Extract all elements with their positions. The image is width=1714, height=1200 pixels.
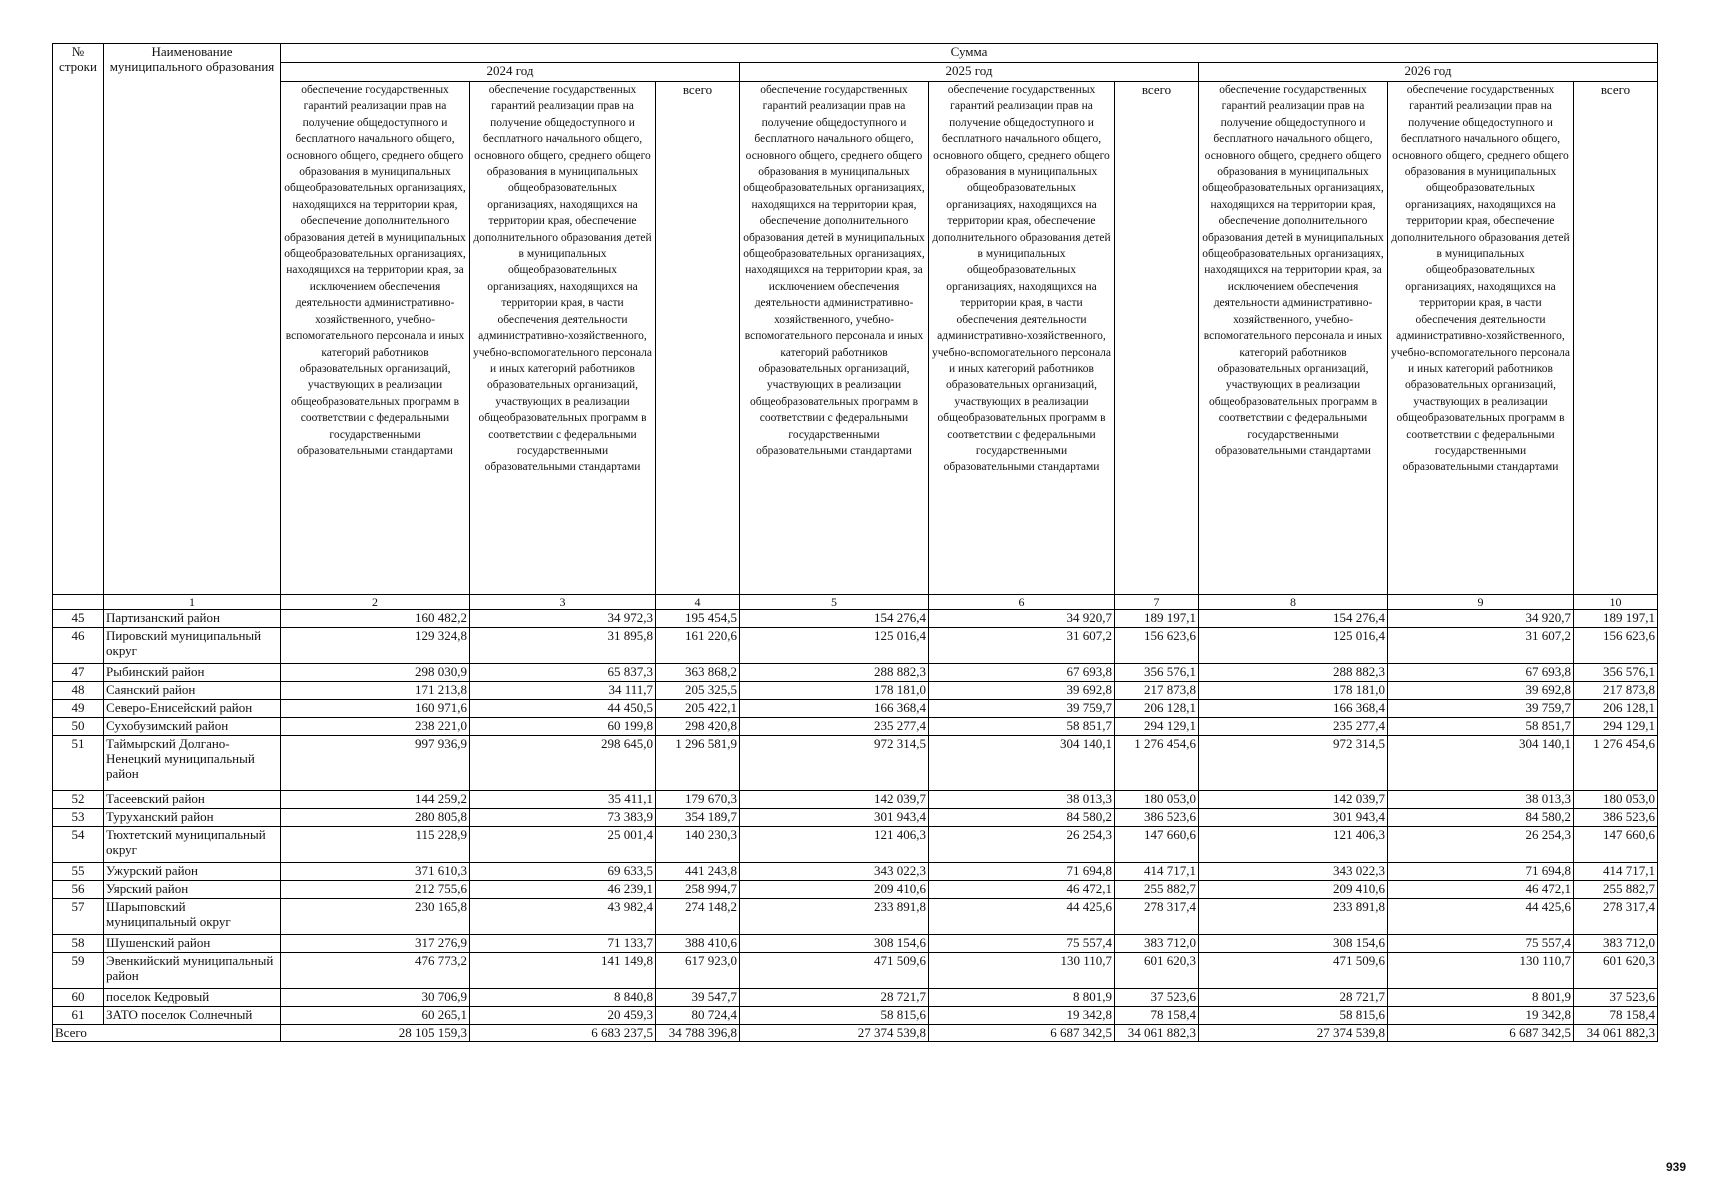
amount-cell: 37 523,6 [1115, 989, 1199, 1007]
row-number: 45 [53, 610, 104, 628]
amount-cell: 39 692,8 [929, 682, 1115, 700]
amount-cell: 58 815,6 [740, 1007, 929, 1025]
amount-cell: 195 454,5 [656, 610, 740, 628]
amount-cell: 31 607,2 [929, 628, 1115, 664]
amount-cell: 209 410,6 [740, 881, 929, 899]
header-row-no: № строки [53, 44, 104, 595]
amount-cell: 46 239,1 [470, 881, 656, 899]
amount-cell: 388 410,6 [656, 935, 740, 953]
amount-cell: 235 277,4 [1199, 718, 1388, 736]
municipality-name: Рыбинский район [104, 664, 281, 682]
row-number: 51 [53, 736, 104, 791]
row-number: 58 [53, 935, 104, 953]
amount-cell: 298 420,8 [656, 718, 740, 736]
amount-cell: 69 633,5 [470, 863, 656, 881]
amount-cell: 78 158,4 [1115, 1007, 1199, 1025]
table-row [53, 700, 1658, 718]
amount-cell: 19 342,8 [1388, 1007, 1574, 1025]
row-number: 53 [53, 809, 104, 827]
col-number: 6 [929, 595, 1115, 610]
municipality-name: Саянский район [104, 682, 281, 700]
amount-cell: 209 410,6 [1199, 881, 1388, 899]
amount-cell: 38 013,3 [1388, 791, 1574, 809]
amount-cell: 371 610,3 [281, 863, 470, 881]
amount-cell: 278 317,4 [1574, 899, 1658, 935]
amount-cell: 343 022,3 [740, 863, 929, 881]
table-row [53, 953, 1658, 989]
col-number: 9 [1388, 595, 1574, 610]
municipality-name: Таймырский Долгано-Ненецкий муниципальный район [104, 736, 281, 791]
amount-cell: 43 982,4 [470, 899, 656, 935]
amount-cell: 471 509,6 [740, 953, 929, 989]
municipality-name: ЗАТО поселок Солнечный [104, 1007, 281, 1025]
amount-cell: 46 472,1 [929, 881, 1115, 899]
amount-cell: 156 623,6 [1115, 628, 1199, 664]
amount-cell: 180 053,0 [1115, 791, 1199, 809]
amount-cell: 147 660,6 [1115, 827, 1199, 863]
amount-cell: 58 851,7 [1388, 718, 1574, 736]
amount-cell: 1 296 581,9 [656, 736, 740, 791]
budget-table-sheet [52, 43, 1658, 1042]
municipality-name: Уярский район [104, 881, 281, 899]
amount-cell: 471 509,6 [1199, 953, 1388, 989]
amount-cell: 144 259,2 [281, 791, 470, 809]
municipality-name: Шушенский район [104, 935, 281, 953]
amount-cell: 414 717,1 [1574, 863, 1658, 881]
header-year-2026: 2026 год [1199, 63, 1658, 82]
amount-cell: 60 265,1 [281, 1007, 470, 1025]
amount-cell: 125 016,4 [1199, 628, 1388, 664]
header-col-b-2025: обеспечение государственных гарантий реализации прав на получение общедоступного и бесплатного начального общего, основного общего, среднего общего образования в муниципальных общеобразовательных организациях, находящихся на территории края, обеспечение дополнительного образования детей в муниципальных общеобразовательных организациях, находящихся на территории края, в части обеспечения деятельности административно-хозяйственного, учебно-вспомогательного персонала и иных категорий работников образовательных организаций, участвующих в реализации общеобразовательных программ в соответствии с федеральными государственными образовательными стандартами [929, 82, 1115, 595]
row-number: 52 [53, 791, 104, 809]
amount-cell: 39 547,7 [656, 989, 740, 1007]
amount-cell: 617 923,0 [656, 953, 740, 989]
row-number: 49 [53, 700, 104, 718]
amount-cell: 356 576,1 [1115, 664, 1199, 682]
header-total-2024: всего [656, 82, 740, 595]
amount-cell: 31 607,2 [1388, 628, 1574, 664]
amount-cell: 304 140,1 [1388, 736, 1574, 791]
amount-cell: 280 805,8 [281, 809, 470, 827]
total-amount-cell: 27 374 539,8 [740, 1025, 929, 1042]
amount-cell: 26 254,3 [1388, 827, 1574, 863]
amount-cell: 301 943,4 [740, 809, 929, 827]
amount-cell: 75 557,4 [1388, 935, 1574, 953]
amount-cell: 34 972,3 [470, 610, 656, 628]
amount-cell: 601 620,3 [1574, 953, 1658, 989]
row-number: 55 [53, 863, 104, 881]
amount-cell: 46 472,1 [1388, 881, 1574, 899]
municipality-name: Северо-Енисейский район [104, 700, 281, 718]
municipality-name: Тюхтетский муниципальный округ [104, 827, 281, 863]
amount-cell: 140 230,3 [656, 827, 740, 863]
amount-cell: 180 053,0 [1574, 791, 1658, 809]
amount-cell: 58 815,6 [1199, 1007, 1388, 1025]
amount-cell: 356 576,1 [1574, 664, 1658, 682]
amount-cell: 84 580,2 [929, 809, 1115, 827]
amount-cell: 26 254,3 [929, 827, 1115, 863]
amount-cell: 171 213,8 [281, 682, 470, 700]
amount-cell: 1 276 454,6 [1574, 736, 1658, 791]
amount-cell: 129 324,8 [281, 628, 470, 664]
amount-cell: 308 154,6 [1199, 935, 1388, 953]
amount-cell: 997 936,9 [281, 736, 470, 791]
municipality-name: Ужурский район [104, 863, 281, 881]
col-number: 3 [470, 595, 656, 610]
col-number: 4 [656, 595, 740, 610]
row-number: 61 [53, 1007, 104, 1025]
amount-cell: 343 022,3 [1199, 863, 1388, 881]
amount-cell: 34 920,7 [929, 610, 1115, 628]
amount-cell: 67 693,8 [1388, 664, 1574, 682]
table-row [53, 881, 1658, 899]
municipality-name: Туруханский район [104, 809, 281, 827]
amount-cell: 301 943,4 [1199, 809, 1388, 827]
header-col-b-2026: обеспечение государственных гарантий реализации прав на получение общедоступного и бесплатного начального общего, основного общего, среднего общего образования в муниципальных общеобразовательных организациях, находящихся на территории края, обеспечение дополнительного образования детей в муниципальных общеобразовательных организациях, находящихся на территории края, в части обеспечения деятельности административно-хозяйственного, учебно-вспомогательного персонала и иных категорий работников образовательных организаций, участвующих в реализации общеобразовательных программ в соответствии с федеральными государственными образовательными стандартами [1388, 82, 1574, 595]
amount-cell: 78 158,4 [1574, 1007, 1658, 1025]
row-number: 59 [53, 953, 104, 989]
header-summa: Сумма [281, 44, 1658, 63]
amount-cell: 386 523,6 [1574, 809, 1658, 827]
amount-cell: 19 342,8 [929, 1007, 1115, 1025]
amount-cell: 274 148,2 [656, 899, 740, 935]
page-number: 939 [1666, 1160, 1687, 1174]
row-number: 60 [53, 989, 104, 1007]
amount-cell: 160 482,2 [281, 610, 470, 628]
amount-cell: 304 140,1 [929, 736, 1115, 791]
amount-cell: 1 276 454,6 [1115, 736, 1199, 791]
amount-cell: 31 895,8 [470, 628, 656, 664]
amount-cell: 414 717,1 [1115, 863, 1199, 881]
amount-cell: 8 801,9 [1388, 989, 1574, 1007]
table-row [53, 809, 1658, 827]
amount-cell: 154 276,4 [1199, 610, 1388, 628]
total-amount-cell: 28 105 159,3 [281, 1025, 470, 1042]
row-number: 48 [53, 682, 104, 700]
amount-cell: 383 712,0 [1115, 935, 1199, 953]
row-number: 54 [53, 827, 104, 863]
header-col-a-2026: обеспечение государственных гарантий реализации прав на получение общедоступного и бесплатного начального общего, основного общего, среднего общего образования в муниципальных общеобразовательных организациях, находящихся на территории края, обеспечение дополнительного образования детей в муниципальных общеобразовательных организациях, находящихся на территории края, за исключением обеспечения деятельности административно-хозяйственного, учебно-вспомогательного персонала и иных категорий работников образовательных организаций, участвующих в реализации общеобразовательных программ в соответствии с федеральными государственными образовательными стандартами [1199, 82, 1388, 595]
amount-cell: 71 694,8 [1388, 863, 1574, 881]
amount-cell: 65 837,3 [470, 664, 656, 682]
amount-cell: 255 882,7 [1574, 881, 1658, 899]
amount-cell: 294 129,1 [1574, 718, 1658, 736]
amount-cell: 28 721,7 [1199, 989, 1388, 1007]
header-col-a-2025: обеспечение государственных гарантий реализации прав на получение общедоступного и бесплатного начального общего, основного общего, среднего общего образования в муниципальных общеобразовательных организациях, находящихся на территории края, обеспечение дополнительного образования детей в муниципальных общеобразовательных организациях, находящихся на территории края, за исключением обеспечения деятельности административно-хозяйственного, учебно-вспомогательного персонала и иных категорий работников образовательных организаций, участвующих в реализации общеобразовательных программ в соответствии с федеральными государственными образовательными стандартами [740, 82, 929, 595]
table-row [53, 863, 1658, 881]
amount-cell: 35 411,1 [470, 791, 656, 809]
amount-cell: 178 181,0 [740, 682, 929, 700]
amount-cell: 39 759,7 [929, 700, 1115, 718]
total-amount-cell: 6 687 342,5 [929, 1025, 1115, 1042]
amount-cell: 189 197,1 [1115, 610, 1199, 628]
amount-cell: 386 523,6 [1115, 809, 1199, 827]
amount-cell: 37 523,6 [1574, 989, 1658, 1007]
column-numbers-row [53, 595, 1658, 610]
amount-cell: 217 873,8 [1115, 682, 1199, 700]
amount-cell: 156 623,6 [1574, 628, 1658, 664]
table-row [53, 610, 1658, 628]
amount-cell: 166 368,4 [740, 700, 929, 718]
header-col-a-2024: обеспечение государственных гарантий реализации прав на получение общедоступного и бесплатного начального общего, основного общего, среднего общего образования в муниципальных общеобразовательных организациях, находящихся на территории края, обеспечение дополнительного образования детей в муниципальных общеобразовательных организациях, находящихся на территории края, за исключением обеспечения деятельности административно-хозяйственного, учебно-вспомогательного персонала и иных категорий работников образовательных организаций, участвующих в реализации общеобразовательных программ в соответствии с федеральными государственными образовательными стандартами [281, 82, 470, 595]
amount-cell: 233 891,8 [740, 899, 929, 935]
row-number: 50 [53, 718, 104, 736]
amount-cell: 38 013,3 [929, 791, 1115, 809]
amount-cell: 441 243,8 [656, 863, 740, 881]
amount-cell: 160 971,6 [281, 700, 470, 718]
amount-cell: 179 670,3 [656, 791, 740, 809]
header-year-2025: 2025 год [740, 63, 1199, 82]
col-number: 7 [1115, 595, 1199, 610]
amount-cell: 142 039,7 [740, 791, 929, 809]
total-amount-cell: 27 374 539,8 [1199, 1025, 1388, 1042]
amount-cell: 58 851,7 [929, 718, 1115, 736]
amount-cell: 206 128,1 [1115, 700, 1199, 718]
amount-cell: 39 759,7 [1388, 700, 1574, 718]
amount-cell: 294 129,1 [1115, 718, 1199, 736]
municipality-name: Тасеевский район [104, 791, 281, 809]
header-total-2026: всего [1574, 82, 1658, 595]
amount-cell: 30 706,9 [281, 989, 470, 1007]
amount-cell: 125 016,4 [740, 628, 929, 664]
table-row [53, 899, 1658, 935]
table-row [53, 989, 1658, 1007]
amount-cell: 80 724,4 [656, 1007, 740, 1025]
col-number: 2 [281, 595, 470, 610]
table-row [53, 628, 1658, 664]
amount-cell: 8 801,9 [929, 989, 1115, 1007]
amount-cell: 130 110,7 [1388, 953, 1574, 989]
amount-cell: 212 755,6 [281, 881, 470, 899]
amount-cell: 154 276,4 [740, 610, 929, 628]
amount-cell: 354 189,7 [656, 809, 740, 827]
amount-cell: 298 645,0 [470, 736, 656, 791]
municipality-name: Партизанский район [104, 610, 281, 628]
amount-cell: 142 039,7 [1199, 791, 1388, 809]
amount-cell: 278 317,4 [1115, 899, 1199, 935]
amount-cell: 972 314,5 [740, 736, 929, 791]
row-number: 56 [53, 881, 104, 899]
amount-cell: 39 692,8 [1388, 682, 1574, 700]
amount-cell: 130 110,7 [929, 953, 1115, 989]
amount-cell: 147 660,6 [1574, 827, 1658, 863]
col-number: 5 [740, 595, 929, 610]
header-total-2025: всего [1115, 82, 1199, 595]
amount-cell: 205 422,1 [656, 700, 740, 718]
municipality-name: Шарыповский муниципальный округ [104, 899, 281, 935]
col-number [53, 595, 104, 610]
amount-cell: 308 154,6 [740, 935, 929, 953]
amount-cell: 230 165,8 [281, 899, 470, 935]
header-col-b-2024: обеспечение государственных гарантий реализации прав на получение общедоступного и бесплатного начального общего, основного общего, среднего общего образования в муниципальных общеобразовательных организациях, находящихся на территории края, обеспечение дополнительного образования детей в муниципальных общеобразовательных организациях, находящихся на территории края, в части обеспечения деятельности административно-хозяйственного, учебно-вспомогательного персонала и иных категорий работников образовательных организаций, участвующих в реализации общеобразовательных программ в соответствии с федеральными государственными образовательными стандартами [470, 82, 656, 595]
amount-cell: 121 406,3 [740, 827, 929, 863]
amount-cell: 363 868,2 [656, 664, 740, 682]
amount-cell: 255 882,7 [1115, 881, 1199, 899]
amount-cell: 217 873,8 [1574, 682, 1658, 700]
total-amount-cell: 34 061 882,3 [1115, 1025, 1199, 1042]
header-name: Наименование муниципального образования [104, 44, 281, 595]
amount-cell: 28 721,7 [740, 989, 929, 1007]
amount-cell: 73 383,9 [470, 809, 656, 827]
amount-cell: 166 368,4 [1199, 700, 1388, 718]
amount-cell: 8 840,8 [470, 989, 656, 1007]
amount-cell: 71 694,8 [929, 863, 1115, 881]
amount-cell: 44 450,5 [470, 700, 656, 718]
amount-cell: 121 406,3 [1199, 827, 1388, 863]
table-row [53, 664, 1658, 682]
total-row [53, 1025, 1658, 1042]
amount-cell: 141 149,8 [470, 953, 656, 989]
amount-cell: 288 882,3 [740, 664, 929, 682]
budget-table [52, 43, 1658, 1042]
amount-cell: 288 882,3 [1199, 664, 1388, 682]
row-number: 46 [53, 628, 104, 664]
municipality-name: Сухобузимский район [104, 718, 281, 736]
amount-cell: 34 920,7 [1388, 610, 1574, 628]
amount-cell: 44 425,6 [1388, 899, 1574, 935]
col-number: 10 [1574, 595, 1658, 610]
total-amount-cell: 6 683 237,5 [470, 1025, 656, 1042]
total-amount-cell: 34 788 396,8 [656, 1025, 740, 1042]
row-number: 47 [53, 664, 104, 682]
amount-cell: 67 693,8 [929, 664, 1115, 682]
municipality-name: Пировский муниципальный округ [104, 628, 281, 664]
amount-cell: 25 001,4 [470, 827, 656, 863]
amount-cell: 238 221,0 [281, 718, 470, 736]
amount-cell: 34 111,7 [470, 682, 656, 700]
amount-cell: 205 325,5 [656, 682, 740, 700]
amount-cell: 206 128,1 [1574, 700, 1658, 718]
municipality-name: поселок Кедровый [104, 989, 281, 1007]
table-row [53, 791, 1658, 809]
amount-cell: 161 220,6 [656, 628, 740, 664]
table-row [53, 718, 1658, 736]
amount-cell: 71 133,7 [470, 935, 656, 953]
header-year-2024: 2024 год [281, 63, 740, 82]
table-row [53, 736, 1658, 791]
table-row [53, 682, 1658, 700]
amount-cell: 258 994,7 [656, 881, 740, 899]
amount-cell: 84 580,2 [1388, 809, 1574, 827]
total-amount-cell: 6 687 342,5 [1388, 1025, 1574, 1042]
row-number: 57 [53, 899, 104, 935]
col-number: 1 [104, 595, 281, 610]
total-amount-cell: 34 061 882,3 [1574, 1025, 1658, 1042]
amount-cell: 233 891,8 [1199, 899, 1388, 935]
amount-cell: 298 030,9 [281, 664, 470, 682]
amount-cell: 60 199,8 [470, 718, 656, 736]
table-row [53, 827, 1658, 863]
amount-cell: 476 773,2 [281, 953, 470, 989]
table-row [53, 1007, 1658, 1025]
municipality-name: Эвенкийский муниципальный район [104, 953, 281, 989]
amount-cell: 383 712,0 [1574, 935, 1658, 953]
amount-cell: 44 425,6 [929, 899, 1115, 935]
total-label: Всего [53, 1025, 281, 1042]
col-number: 8 [1199, 595, 1388, 610]
amount-cell: 601 620,3 [1115, 953, 1199, 989]
amount-cell: 115 228,9 [281, 827, 470, 863]
amount-cell: 972 314,5 [1199, 736, 1388, 791]
amount-cell: 20 459,3 [470, 1007, 656, 1025]
amount-cell: 178 181,0 [1199, 682, 1388, 700]
amount-cell: 235 277,4 [740, 718, 929, 736]
amount-cell: 317 276,9 [281, 935, 470, 953]
amount-cell: 75 557,4 [929, 935, 1115, 953]
table-row [53, 935, 1658, 953]
amount-cell: 189 197,1 [1574, 610, 1658, 628]
